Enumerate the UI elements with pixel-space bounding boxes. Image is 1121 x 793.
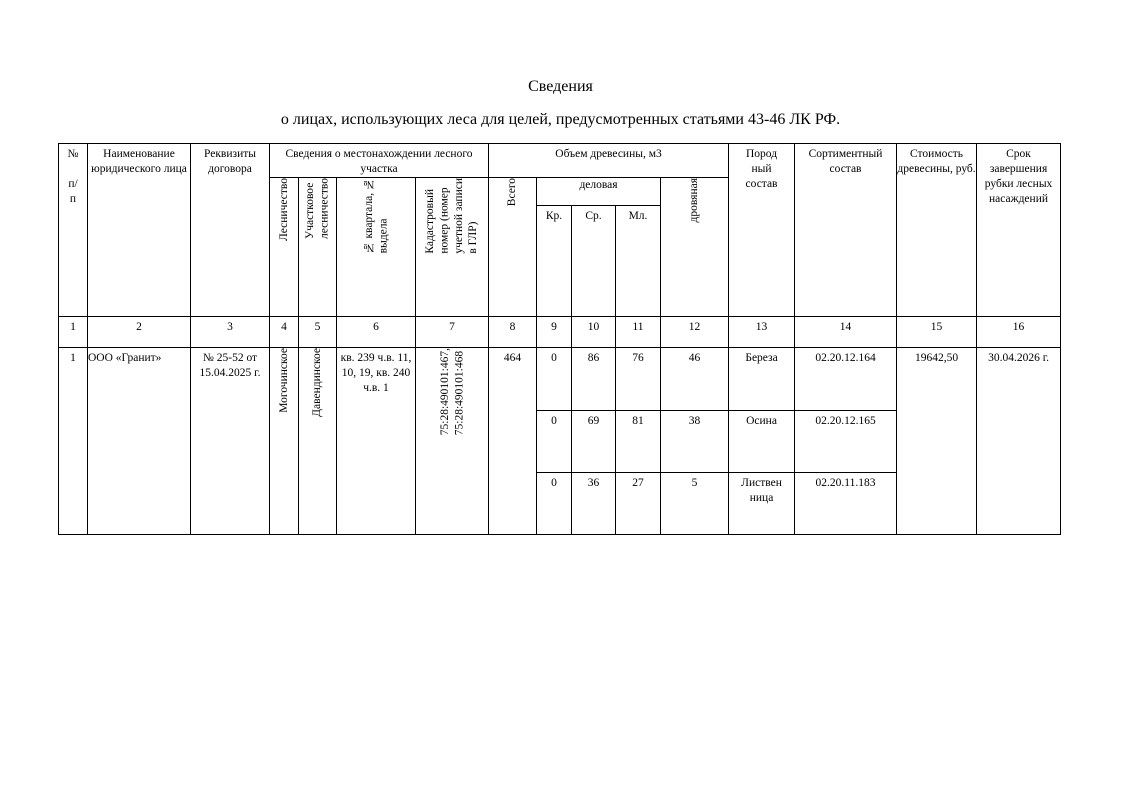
record-ml: 76: [616, 347, 661, 410]
header-sr: Ср.: [572, 205, 616, 316]
header-name: Наименование юридического лица: [88, 144, 191, 317]
column-number: 9: [537, 316, 572, 347]
record-quarter: кв. 239 ч.в. 11, 10, 19, кв. 240 ч.в. 1: [337, 347, 416, 534]
header-ml: Мл.: [616, 205, 661, 316]
table-row: [59, 347, 1061, 410]
record-total: 464: [489, 347, 537, 534]
record-kr: 0: [537, 472, 572, 534]
column-number: 2: [88, 316, 191, 347]
record-firewood: 5: [661, 472, 729, 534]
column-number: 5: [299, 316, 337, 347]
column-number: 12: [661, 316, 729, 347]
record-ml: 27: [616, 472, 661, 534]
record-sr: 69: [572, 410, 616, 472]
column-number: 6: [337, 316, 416, 347]
record-no: 1: [59, 347, 88, 534]
column-number: 16: [977, 316, 1061, 347]
header-volume: Объем древесины, м3: [489, 144, 729, 178]
header-forestry: Лесничество: [270, 177, 299, 316]
record-contract: № 25-52 от 15.04.2025 г.: [191, 347, 270, 534]
header-no: № п/ п: [59, 144, 88, 317]
record-deadline: 30.04.2026 г.: [977, 347, 1061, 534]
record-kr: 0: [537, 410, 572, 472]
record-cost: 19642,50: [897, 347, 977, 534]
record-species: Осина: [729, 410, 795, 472]
column-number: 8: [489, 316, 537, 347]
header-quarter: № квартала, № выдела: [337, 177, 416, 316]
document-title: Сведения: [528, 78, 593, 95]
header-assortment: Сортиментный состав: [795, 144, 897, 317]
column-number: 1: [59, 316, 88, 347]
column-number: 3: [191, 316, 270, 347]
record-species: Листвен ница: [729, 472, 795, 534]
column-number: 15: [897, 316, 977, 347]
column-number: 13: [729, 316, 795, 347]
record-ml: 81: [616, 410, 661, 472]
header-contract: Реквизиты договора: [191, 144, 270, 317]
persons-table: [58, 143, 1061, 535]
record-assortment: 02.20.12.164: [795, 347, 897, 410]
header-kr: Кр.: [537, 205, 572, 316]
header-row: [59, 144, 1061, 178]
column-numbers-row: [59, 316, 1061, 347]
column-number: 14: [795, 316, 897, 347]
record-species: Береза: [729, 347, 795, 410]
record-sr: 86: [572, 347, 616, 410]
record-assortment: 02.20.11.183: [795, 472, 897, 534]
record-kr: 0: [537, 347, 572, 410]
record-forestry: Могочинское: [270, 347, 299, 534]
record-firewood: 38: [661, 410, 729, 472]
header-firewood: дровяная: [661, 177, 729, 316]
record-assortment: 02.20.12.165: [795, 410, 897, 472]
column-number: 7: [416, 316, 489, 347]
record-name: ООО «Гранит»: [88, 347, 191, 534]
header-district: Участковое лесничество: [299, 177, 337, 316]
header-total: Всего: [489, 177, 537, 316]
column-number: 11: [616, 316, 661, 347]
header-cost: Стоимость древесины, руб.: [897, 144, 977, 317]
column-number: 4: [270, 316, 299, 347]
record-firewood: 46: [661, 347, 729, 410]
header-species: Пород ный состав: [729, 144, 795, 317]
header-location: Сведения о местонахождении лесного участка: [270, 144, 489, 178]
header-business: деловая: [537, 177, 661, 205]
record-sr: 36: [572, 472, 616, 534]
record-district: Давендинское: [299, 347, 337, 534]
column-number: 10: [572, 316, 616, 347]
record-cadastral: 75:28:490101:467, 75:28:490101:468: [416, 347, 489, 534]
document-subtitle: о лицах, использующих леса для целей, предусмотренных статьями 43-46 ЛК РФ.: [280, 111, 841, 128]
header-cadastral: Кадастровый номер (номер учетной записи в ГЛР): [416, 177, 489, 316]
header-deadline: Срок завершения рубки лесных насаждений: [977, 144, 1061, 317]
